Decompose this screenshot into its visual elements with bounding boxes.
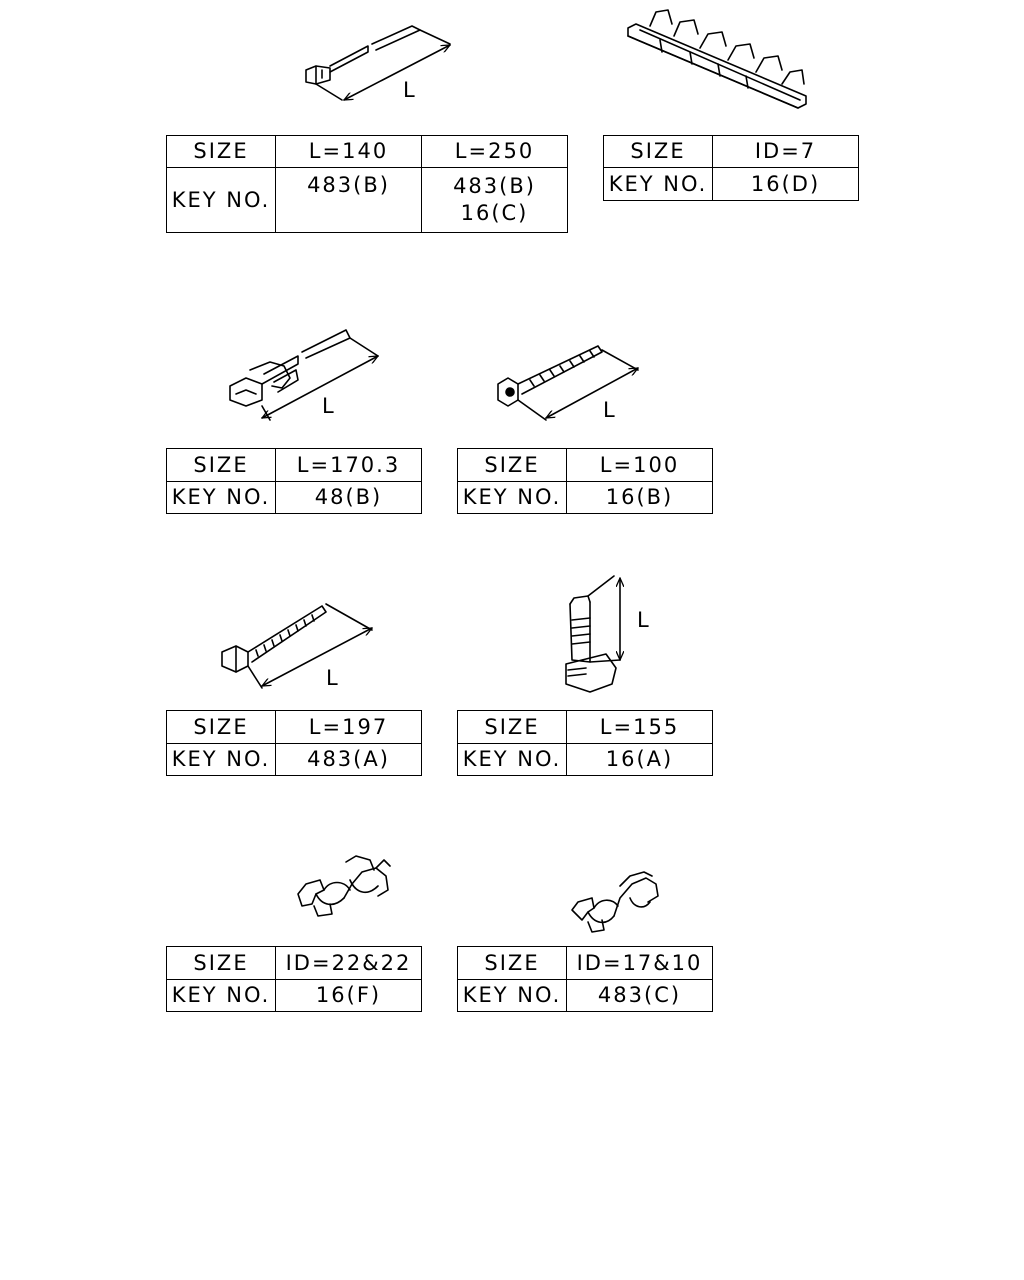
size-value: L=140 [276,136,422,168]
spec-table-5 [166,710,422,776]
double-pipe-clamp-drawing-2 [572,872,658,932]
spec-table-7 [166,946,422,1012]
size-header: SIZE [458,711,567,744]
size-value: L=155 [567,711,713,744]
spec-table-3 [166,448,422,514]
size-value: L=197 [276,711,422,744]
size-header: SIZE [167,947,276,980]
dimension-label-l-2: L [322,394,334,418]
key-no-value: 483(A) [276,744,422,776]
size-value: ID=7 [713,136,859,168]
key-no-value: 16(A) [567,744,713,776]
size-header: SIZE [458,449,567,482]
key-no-header: KEY NO. [167,482,276,514]
spec-table-1 [166,135,568,233]
key-no-line: 483(B) [453,174,536,198]
key-no-header: KEY NO. [167,744,276,776]
push-mount-tie-drawing [498,346,638,420]
size-header: SIZE [167,711,276,744]
size-value: ID=22&22 [276,947,422,980]
key-no-value: 16(B) [567,482,713,514]
dimension-label-l-4: L [326,666,338,690]
key-no-value: 483(B) [276,168,422,233]
key-no-value: 16(D) [713,168,859,201]
size-header: SIZE [167,449,276,482]
key-no-header: KEY NO. [167,168,276,233]
key-no-header: KEY NO. [167,980,276,1012]
spec-table-8 [457,946,713,1012]
key-no-header: KEY NO. [458,744,567,776]
dimension-label-l-5: L [637,608,649,632]
key-no-header: KEY NO. [604,168,713,201]
key-no-header: KEY NO. [458,980,567,1012]
key-no-header: KEY NO. [458,482,567,514]
size-value: L=250 [422,136,568,168]
key-no-value: 16(F) [276,980,422,1012]
spec-table-6 [457,710,713,776]
size-value: L=100 [567,449,713,482]
double-pipe-clamp-drawing-1 [298,856,390,916]
spec-table-4 [457,448,713,514]
size-header: SIZE [167,136,276,168]
size-value: L=170.3 [276,449,422,482]
edge-clip-tie-drawing [566,576,620,692]
clip-strip-drawing [628,10,806,108]
size-value: ID=17&10 [567,947,713,980]
key-no-value: 483(C) [567,980,713,1012]
cable-tie-drawing-1 [306,26,450,100]
key-no-line: 16(C) [460,201,529,225]
key-no-value: 48(B) [276,482,422,514]
dimension-label-l-1: L [403,78,415,102]
dimension-label-l-3: L [603,398,615,422]
long-cable-tie-drawing [222,604,372,688]
size-header: SIZE [604,136,713,168]
size-header: SIZE [458,947,567,980]
cable-tie-mount-drawing [230,330,378,420]
key-no-value-multiline [422,168,568,233]
spec-table-2 [603,135,859,201]
